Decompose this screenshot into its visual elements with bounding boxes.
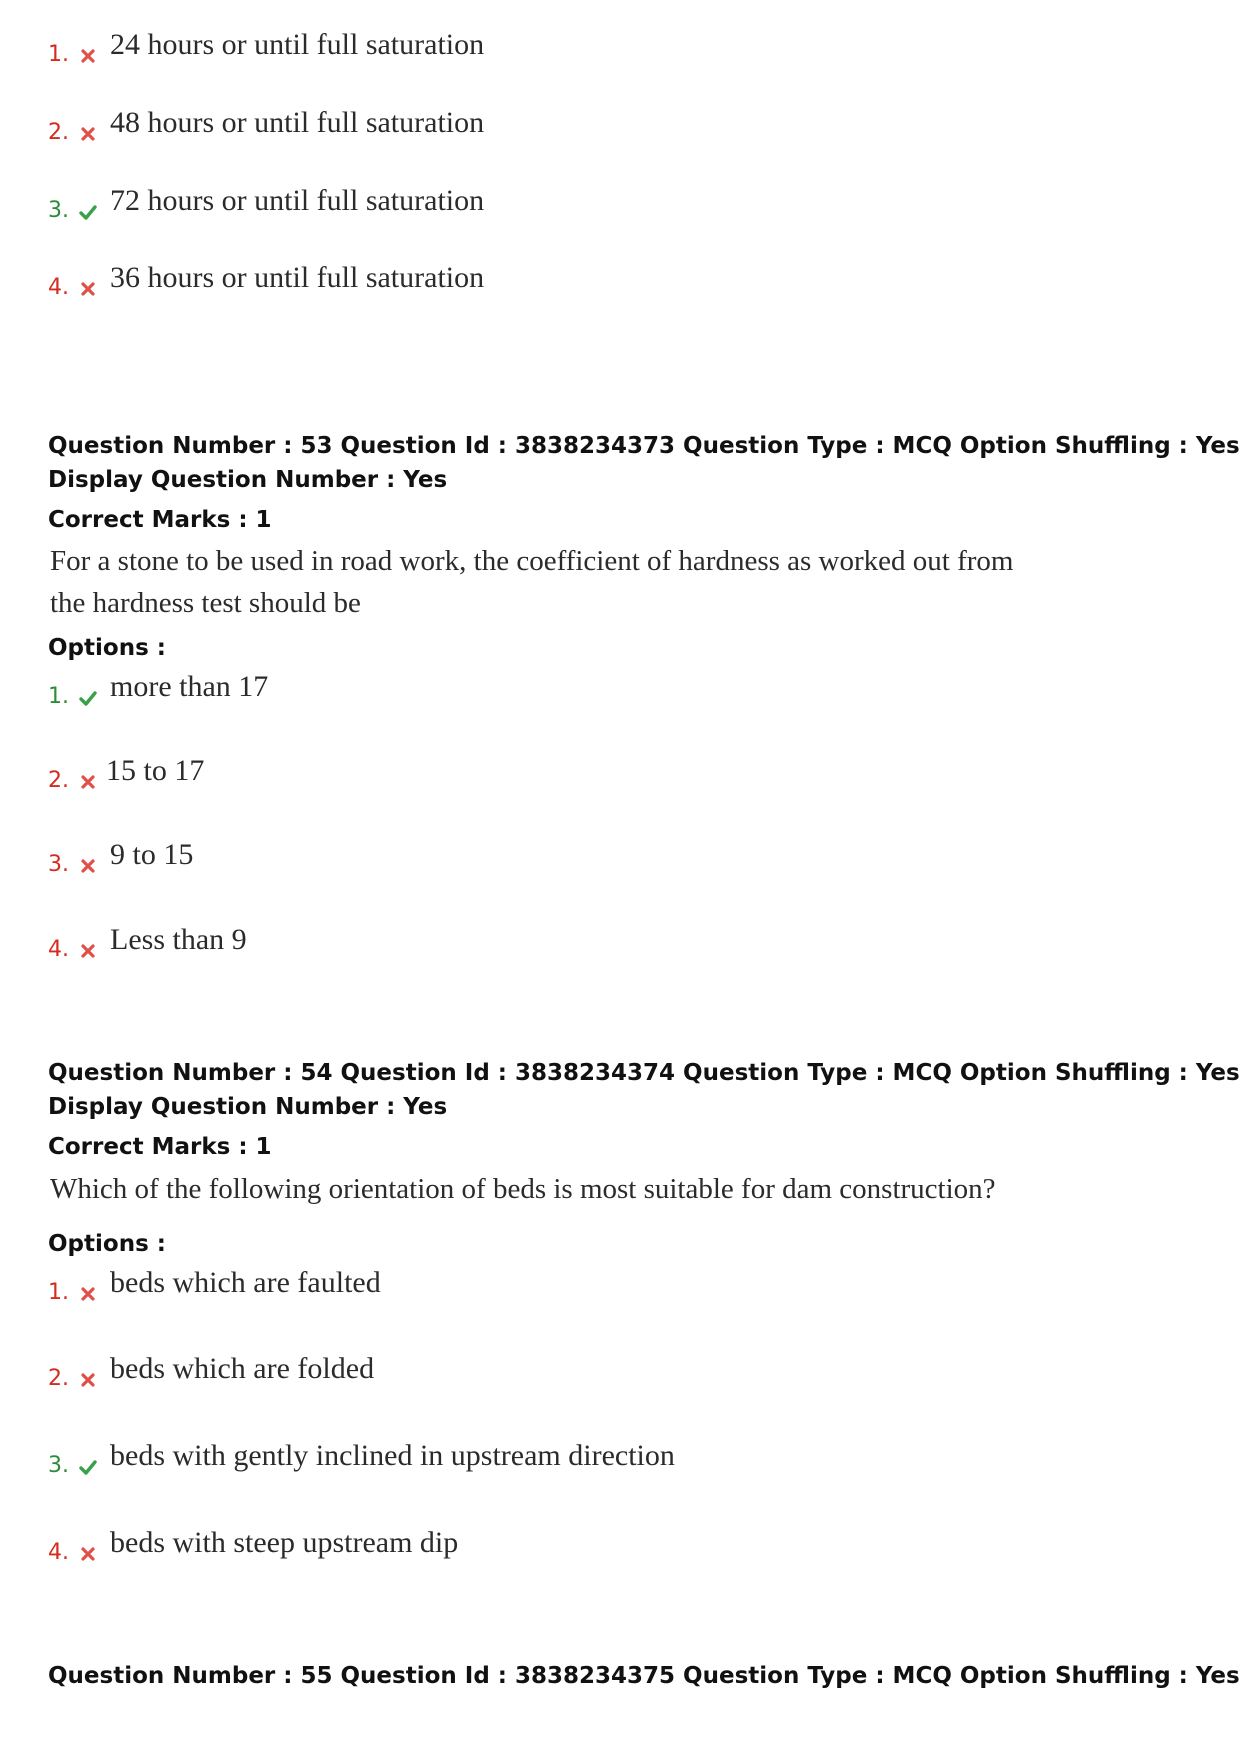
option-number: 2.	[48, 768, 69, 793]
correct-marks: Correct Marks : 1	[48, 1134, 272, 1160]
question-text-line-1: For a stone to be used in road work, the coefficient of hardness as worked out from	[50, 545, 1014, 577]
check-icon	[78, 688, 98, 708]
cross-icon	[78, 941, 98, 961]
option-text: 24 hours or until full saturation	[110, 28, 485, 61]
cross-icon	[78, 1284, 98, 1304]
option-text: Less than 9	[110, 923, 247, 956]
cross-icon	[78, 1544, 98, 1564]
option-text: beds with gently inclined in upstream direction	[110, 1439, 675, 1472]
question-text-line-1: Which of the following orientation of beds is most suitable for dam construction?	[50, 1173, 996, 1205]
option-text: 72 hours or until full saturation	[110, 184, 485, 217]
question-text-line-2: the hardness test should be	[50, 587, 361, 619]
option-text: 36 hours or until full saturation	[110, 261, 485, 294]
question-header: Question Number : 54 Question Id : 3838234374 Question Type : MCQ Option Shuffling : Yes	[48, 1060, 1240, 1086]
display-question-number: Display Question Number : Yes	[48, 467, 448, 493]
check-icon	[78, 202, 98, 222]
option-text: 48 hours or until full saturation	[110, 106, 485, 139]
cross-icon	[78, 856, 98, 876]
option-number: 3.	[48, 852, 69, 877]
option-text: beds which are faulted	[110, 1266, 381, 1299]
option-number: 4.	[48, 1540, 69, 1565]
option-number: 1.	[48, 42, 69, 67]
option-number: 4.	[48, 275, 69, 300]
cross-icon	[78, 279, 98, 299]
cross-icon	[78, 772, 98, 792]
option-number: 1.	[48, 1280, 69, 1305]
option-number: 3.	[48, 198, 69, 223]
option-number: 1.	[48, 684, 69, 709]
option-text: beds which are folded	[110, 1352, 375, 1385]
cross-icon	[78, 46, 98, 66]
option-number: 4.	[48, 937, 69, 962]
question-header: Question Number : 55 Question Id : 3838234375 Question Type : MCQ Option Shuffling : Yes	[48, 1663, 1240, 1689]
cross-icon	[78, 124, 98, 144]
question-header: Question Number : 53 Question Id : 3838234373 Question Type : MCQ Option Shuffling : Yes	[48, 433, 1240, 459]
options-label: Options :	[48, 635, 166, 661]
correct-marks: Correct Marks : 1	[48, 507, 272, 533]
check-icon	[78, 1457, 98, 1477]
cross-icon	[78, 1370, 98, 1390]
option-number: 2.	[48, 1366, 69, 1391]
options-label: Options :	[48, 1231, 166, 1257]
display-question-number: Display Question Number : Yes	[48, 1094, 448, 1120]
option-text: 9 to 15	[110, 838, 194, 871]
option-text: beds with steep upstream dip	[110, 1526, 459, 1559]
option-number: 2.	[48, 120, 69, 145]
option-number: 3.	[48, 1453, 69, 1478]
option-text: more than 17	[110, 670, 269, 703]
option-text: 15 to 17	[106, 754, 205, 787]
